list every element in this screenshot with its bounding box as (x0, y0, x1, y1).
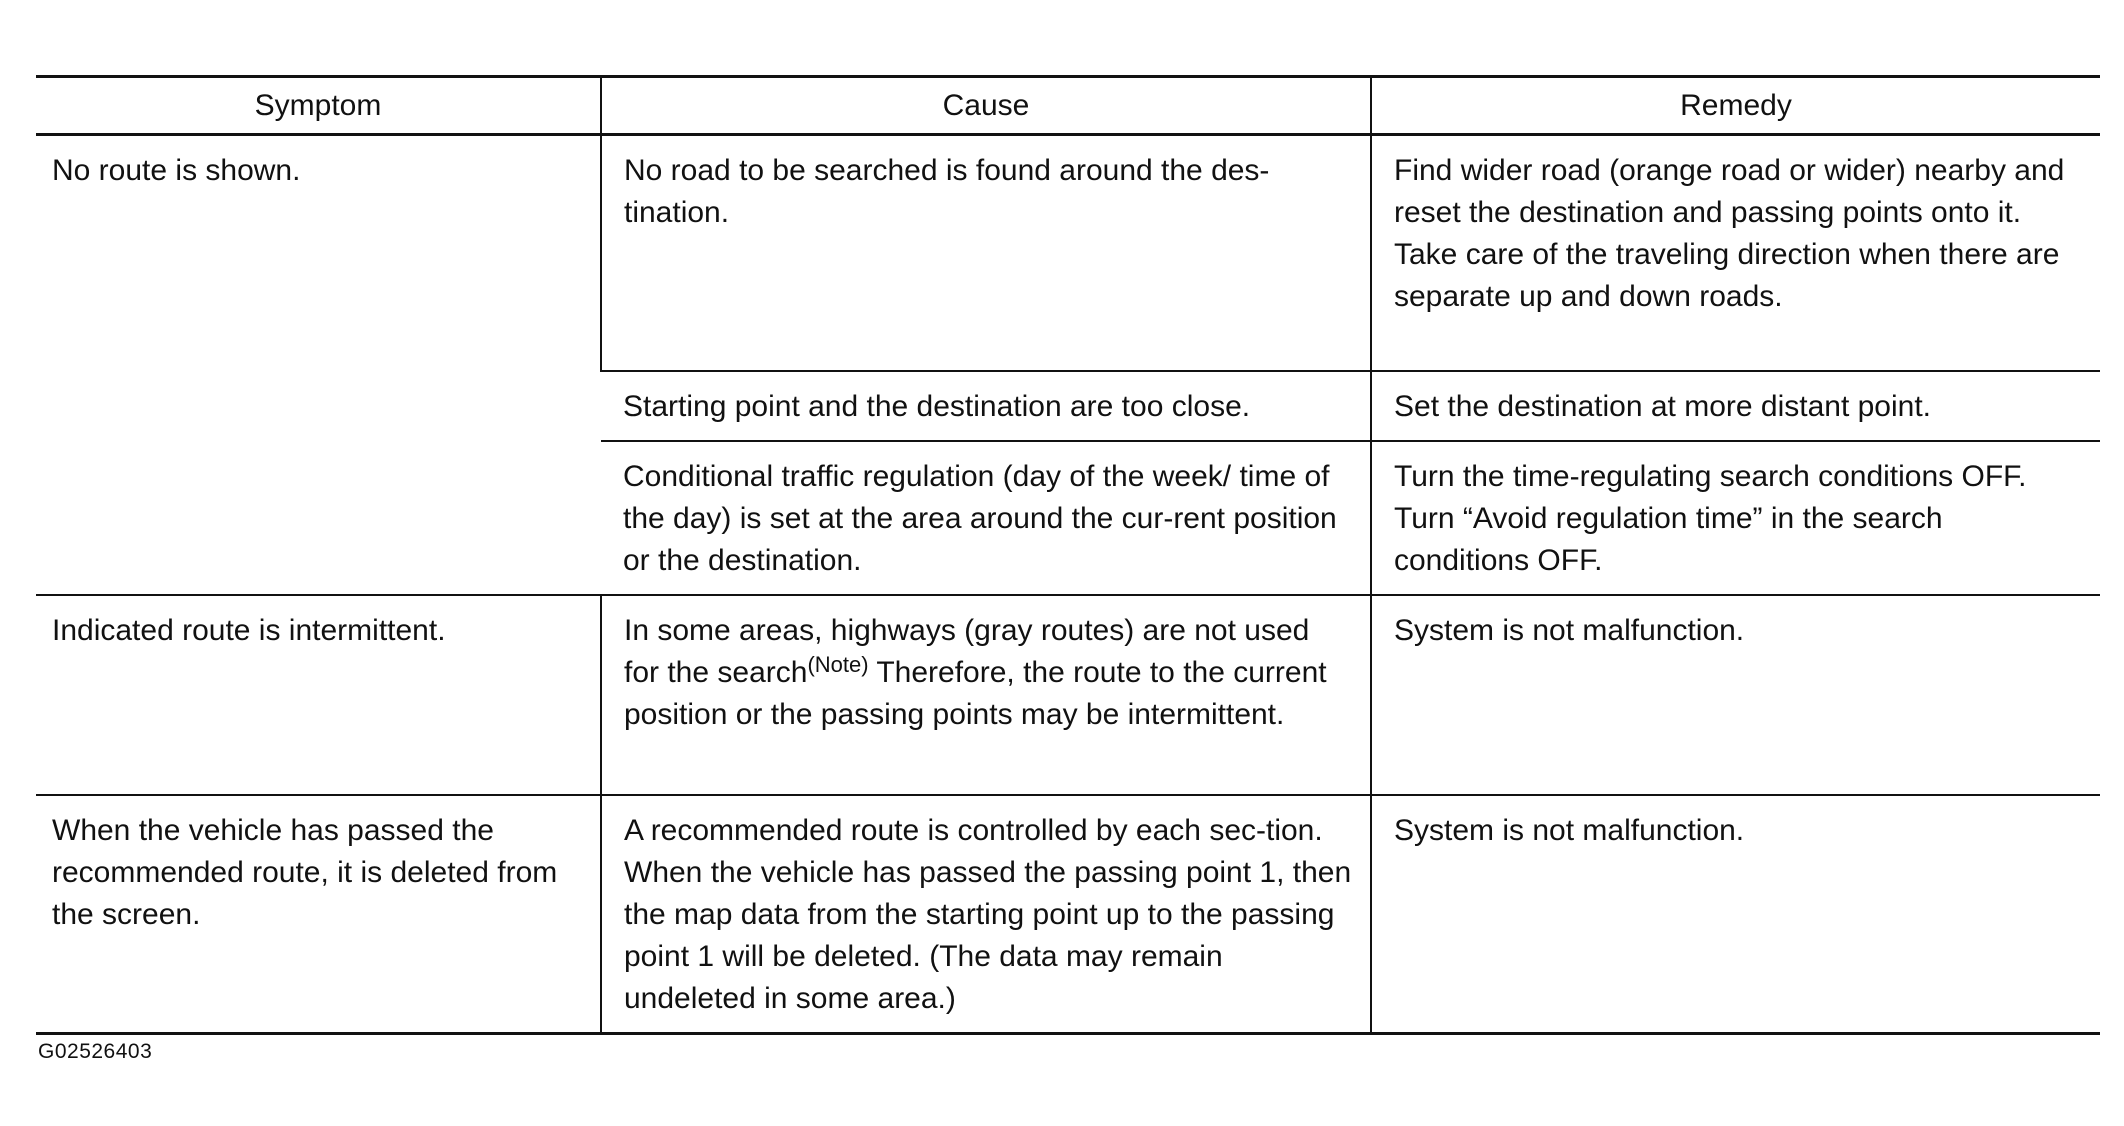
header-cause: Cause (601, 77, 1371, 135)
remedy-cell: Set the destination at more distant point. (1371, 371, 2100, 441)
cause-text: Therefore, the route to the current position or the passing points may be intermittent. (624, 655, 1327, 731)
table-header-row (36, 77, 2100, 135)
header-symptom: Symptom (36, 77, 601, 135)
cause-cell: Starting point and the destination are too close. (601, 371, 1371, 441)
symptom-cell: No route is shown. (36, 135, 601, 595)
cause-cell: No road to be searched is found around the des-tination. (601, 135, 1371, 371)
figure-code: G02526403 (38, 1040, 153, 1063)
remedy-cell: System is not malfunction. (1371, 795, 2100, 1034)
table-row (36, 135, 2100, 371)
troubleshooting-table (36, 75, 2100, 1035)
header-remedy: Remedy (1371, 77, 2100, 135)
symptom-cell: Indicated route is intermittent. (36, 595, 601, 795)
table-row (36, 795, 2100, 1034)
remedy-cell: Turn the time-regulating search conditions OFF. Turn “Avoid regulation time” in the search conditions OFF. (1371, 441, 2100, 595)
remedy-cell: Find wider road (orange road or wider) nearby and reset the destination and passing points onto it. Take care of the traveling direction when there are separate up and down roads. (1371, 135, 2100, 371)
cause-cell: A recommended route is controlled by each sec-tion. When the vehicle has passed the passing point 1, then the map data from the starting point up to the passing point 1 will be deleted. (The data may remain undeleted in some area.) (601, 795, 1371, 1034)
table-row (36, 595, 2100, 795)
note-reference: (Note) (807, 651, 869, 677)
remedy-cell: System is not malfunction. (1371, 595, 2100, 795)
cause-cell: Conditional traffic regulation (day of the week/ time of the day) is set at the area around the cur-rent position or the destination. (601, 441, 1371, 595)
cause-text: In some areas, highways (gray routes) are not used for the search (624, 613, 1310, 689)
symptom-cell: When the vehicle has passed the recommended route, it is deleted from the screen. (36, 795, 601, 1034)
cause-cell (601, 595, 1371, 795)
